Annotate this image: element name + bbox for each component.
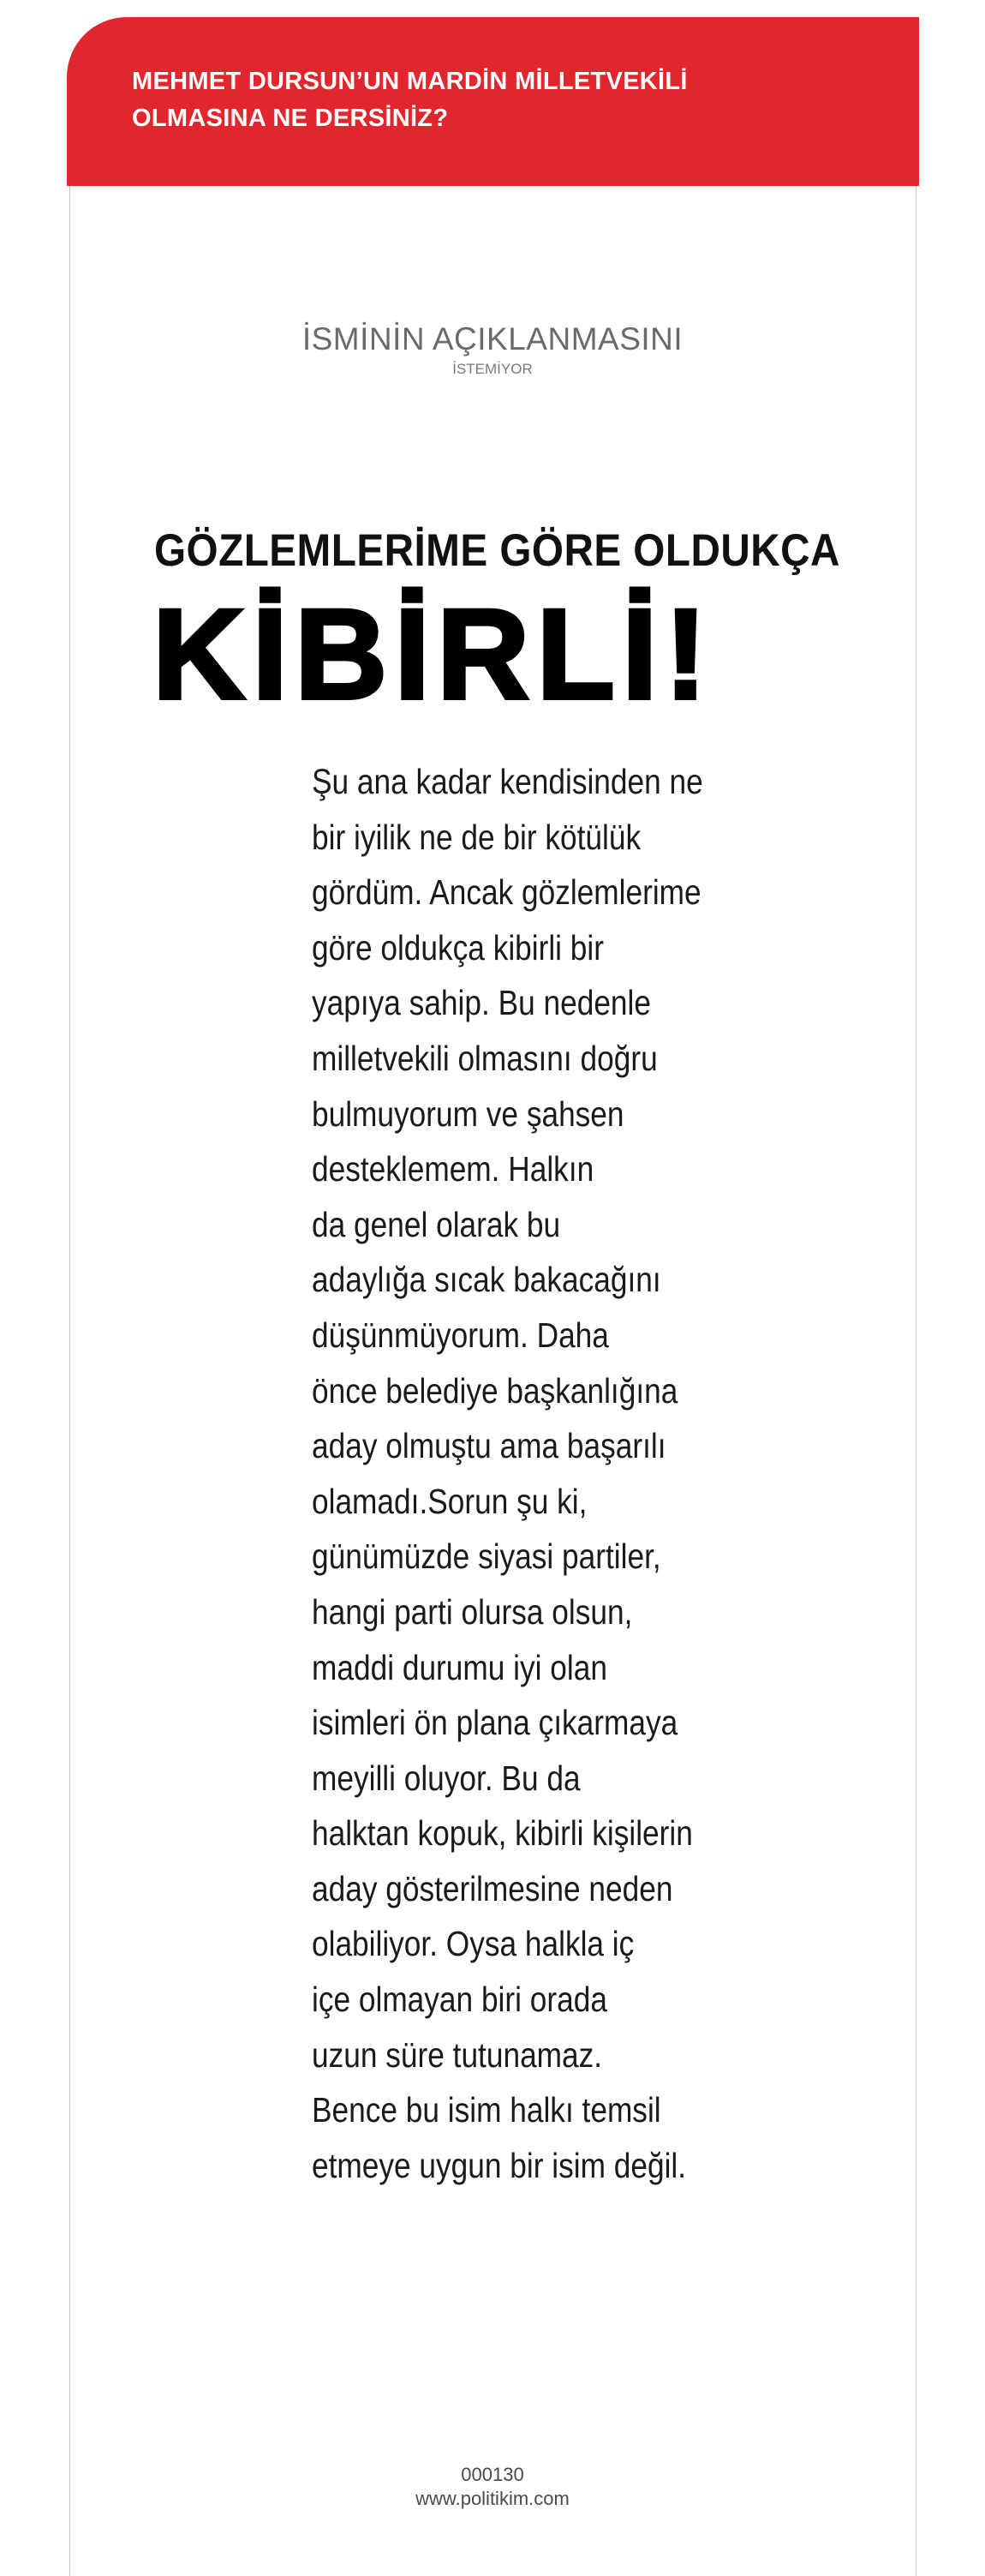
body-line: milletvekili olmasını doğru bbox=[312, 1038, 658, 1078]
body-line: bir iyilik ne de bir kötülük bbox=[312, 817, 642, 857]
body-text bbox=[312, 754, 791, 2193]
footer-code: 000130 bbox=[461, 2464, 524, 2485]
body-line: içe olmayan biri orada bbox=[312, 1980, 607, 2020]
body-line: uzun süre tutunamaz. bbox=[312, 2034, 603, 2075]
body-line: göre oldukça kibirli bir bbox=[312, 927, 605, 967]
body-line: olabiliyor. Oysa halkla iç bbox=[312, 1924, 635, 1964]
body-line: olamadı.Sorun şu ki, bbox=[312, 1481, 588, 1521]
body-line: hangi parti olursa olsun, bbox=[312, 1591, 633, 1632]
body-line: düşünmüyorum. Daha bbox=[312, 1315, 609, 1355]
body-line: etmeye uygun bir isim değil. bbox=[312, 2145, 687, 2185]
header-banner bbox=[67, 17, 919, 186]
headline-small: GÖZLEMLERİME GÖRE OLDUKÇA bbox=[154, 525, 840, 576]
body-line: adaylığa sıcak bakacağını bbox=[312, 1260, 661, 1300]
source-name: İSMİNİN AÇIKLANMASINI bbox=[301, 321, 684, 356]
body-line: halktan kopuk, kibirli kişilerin bbox=[312, 1813, 693, 1854]
body-line: yapıya sahip. Bu nedenle bbox=[312, 983, 651, 1023]
source-block bbox=[0, 321, 985, 379]
body-line: bulmuyorum ve şahsen bbox=[312, 1093, 624, 1134]
footer-website: www.politikim.com bbox=[415, 2488, 570, 2509]
header-title-line-2: OLMASINA NE DERSİNİZ? bbox=[132, 105, 449, 132]
body-line: meyilli oluyor. Bu da bbox=[312, 1758, 581, 1798]
body-line: aday gösterilmesine neden bbox=[312, 1868, 673, 1908]
body-line: günümüzde siyasi partiler, bbox=[312, 1537, 661, 1577]
body-line: önce belediye başkanlığına bbox=[312, 1370, 678, 1411]
headline-big: KİBİRLİ! bbox=[152, 582, 714, 726]
body-line: Şu ana kadar kendisinden ne bbox=[312, 762, 703, 801]
body-line: maddi durumu iyi olan bbox=[312, 1647, 607, 1687]
body-line: da genel olarak bu bbox=[312, 1204, 561, 1244]
body-line: isimleri ön plana çıkarmaya bbox=[312, 1703, 678, 1743]
body-line: gördüm. Ancak gözlemlerime bbox=[312, 872, 701, 913]
frame-left-border bbox=[69, 186, 70, 2576]
header-title-line-1: MEHMET DURSUN’UN MARDİN MİLLETVEKİLİ bbox=[132, 68, 688, 95]
footer bbox=[0, 2463, 985, 2511]
source-note: İSTEMİYOR bbox=[452, 361, 533, 377]
body-line: aday olmuştu ama başarılı bbox=[312, 1426, 666, 1466]
body-line: desteklemem. Halkın bbox=[312, 1149, 594, 1189]
body-line: Bence bu isim halkı temsil bbox=[312, 2090, 661, 2130]
